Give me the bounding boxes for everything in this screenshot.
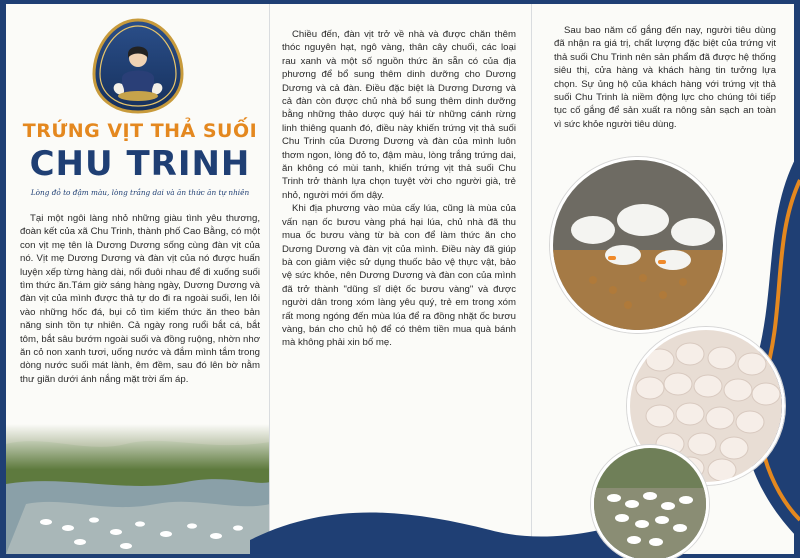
duck-flock-illustration [594,448,706,558]
title-line-1: TRỨNG VỊT THẢ SUỐI [22,120,258,142]
tagline: Lòng đỏ to đậm màu, lòng trắng dai và ăn thức ăn tự nhiên [30,188,250,197]
brand-logo-emblem [92,18,184,114]
panel2-paragraph-1: Chiều đến, đàn vịt trở về nhà và được chăn thêm thóc nguyên hạt, ngô vàng, thân cây chuối, các loại rau xanh và một số nguồn thức ăn sẵn có của địa phương để bổ sung thêm dinh dưỡng cho Dương Dương và cả đàn. Điều đặc biệt là Dương Dương và cả đàn còn được chủ nhà bổ sung thêm dinh dưỡng bằng những thảo dược quý hái từ những cánh rừng linh thiêng quanh đó, điều này khiến trứng vịt thả suối Chu Trinh của Dương Dương và đàn của mình luôn thơm ngon, lòng đỏ to, đậm màu, lòng trắng trứng dai, ăn không có mùi tanh, khiến trứng vịt thả suối Chu Trinh trở thành lựa chọn tuyệt vời cho người già, trẻ nhỏ, người mới ốm dậy. [282,29,516,201]
river-duck-photo [6,424,270,554]
panel1-text [20,212,260,386]
panel-left [6,4,270,554]
ducks-eating-illustration [553,160,723,330]
title-line-2: CHU TRINH [29,144,251,184]
panel1-paragraph-1: Tại một ngôi làng nhỏ những giàu tình yêu thương, đoàn kết của xã Chu Trinh, thành phố Cao Bằng, có một con vịt mẹ tên là Dương Dương sống cùng đàn vịt của nó. Vịt mẹ Dương Dương và đàn vịt của nó được huấn luyện xếp từng hàng dài, nối đuôi nhau để đi xuống suối tìm thức ăn.Tám giờ sáng hàng ngày, Dương Dương và đàn vịt của mình được thả tự do đi ra ngoài suối, len lỏi vào những hốc đá, bụi cỏ tìm kiếm thức ăn theo bản năng sinh tồn tự nhiên. Cả ngày rong ruổi bắt cá, bắt tôm, bắt sâu bướm ngoài suối và đồng ruộng, nhờn nhơ ăn cỏ non xanh tươi, uống nước và đắm mình tắm trong dòng nước suối mát lành, êm đềm, sau đó lên bờ nằm thư giãn dưới ánh nắng mặt trời ấm áp. [20,213,260,385]
panel2-paragraph-2: Khi địa phương vào mùa cấy lúa, cũng là mùa của vấn nạn ốc bươu vàng phá hại lúa, chủ nhà đã thu mua ốc bươu vàng từ bà con để làm thức ăn cho Dương Dương và đàn vịt của mình. Điều này đã giúp bà con giảm việc sử dụng thuốc bảo vệ thực vật, bảo vệ sức khỏe, nên Dương Dương và đàn con của mình đã trở thành "dũng sĩ diệt ốc bươu vàng" và được người dân trong xóm làng yêu quý, trẻ em trong xóm rất mong ngóng đến mùa lúa để ra đồng nhặt ốc bươu vàng, bán cho chủ hộ để có thêm tiền mua quà bánh mà không phải xin bố mẹ. [282,203,516,349]
ducks-eating-photo [553,160,723,330]
panel2-text [282,28,516,350]
panel3-paragraph-1: Sau bao năm cố gắng đến nay, người tiêu dùng đã nhận ra giá trị, chất lượng đặc biệt của trứng vịt thả suối Chu Trinh nên sản phẩm đã được hệ thống siêu thị, cửa hàng và khách hàng tin tưởng lựa chọn. Sự ủng hộ của khách hàng với trứng vịt thả suối Chu Trinh là niềm động lực cho chúng tôi tiếp tục cố gắng để sản xuất ra nông sản sạch an toàn vì sức khỏe người tiêu dùng. [554,25,776,130]
duck-flock-photo [594,448,706,558]
